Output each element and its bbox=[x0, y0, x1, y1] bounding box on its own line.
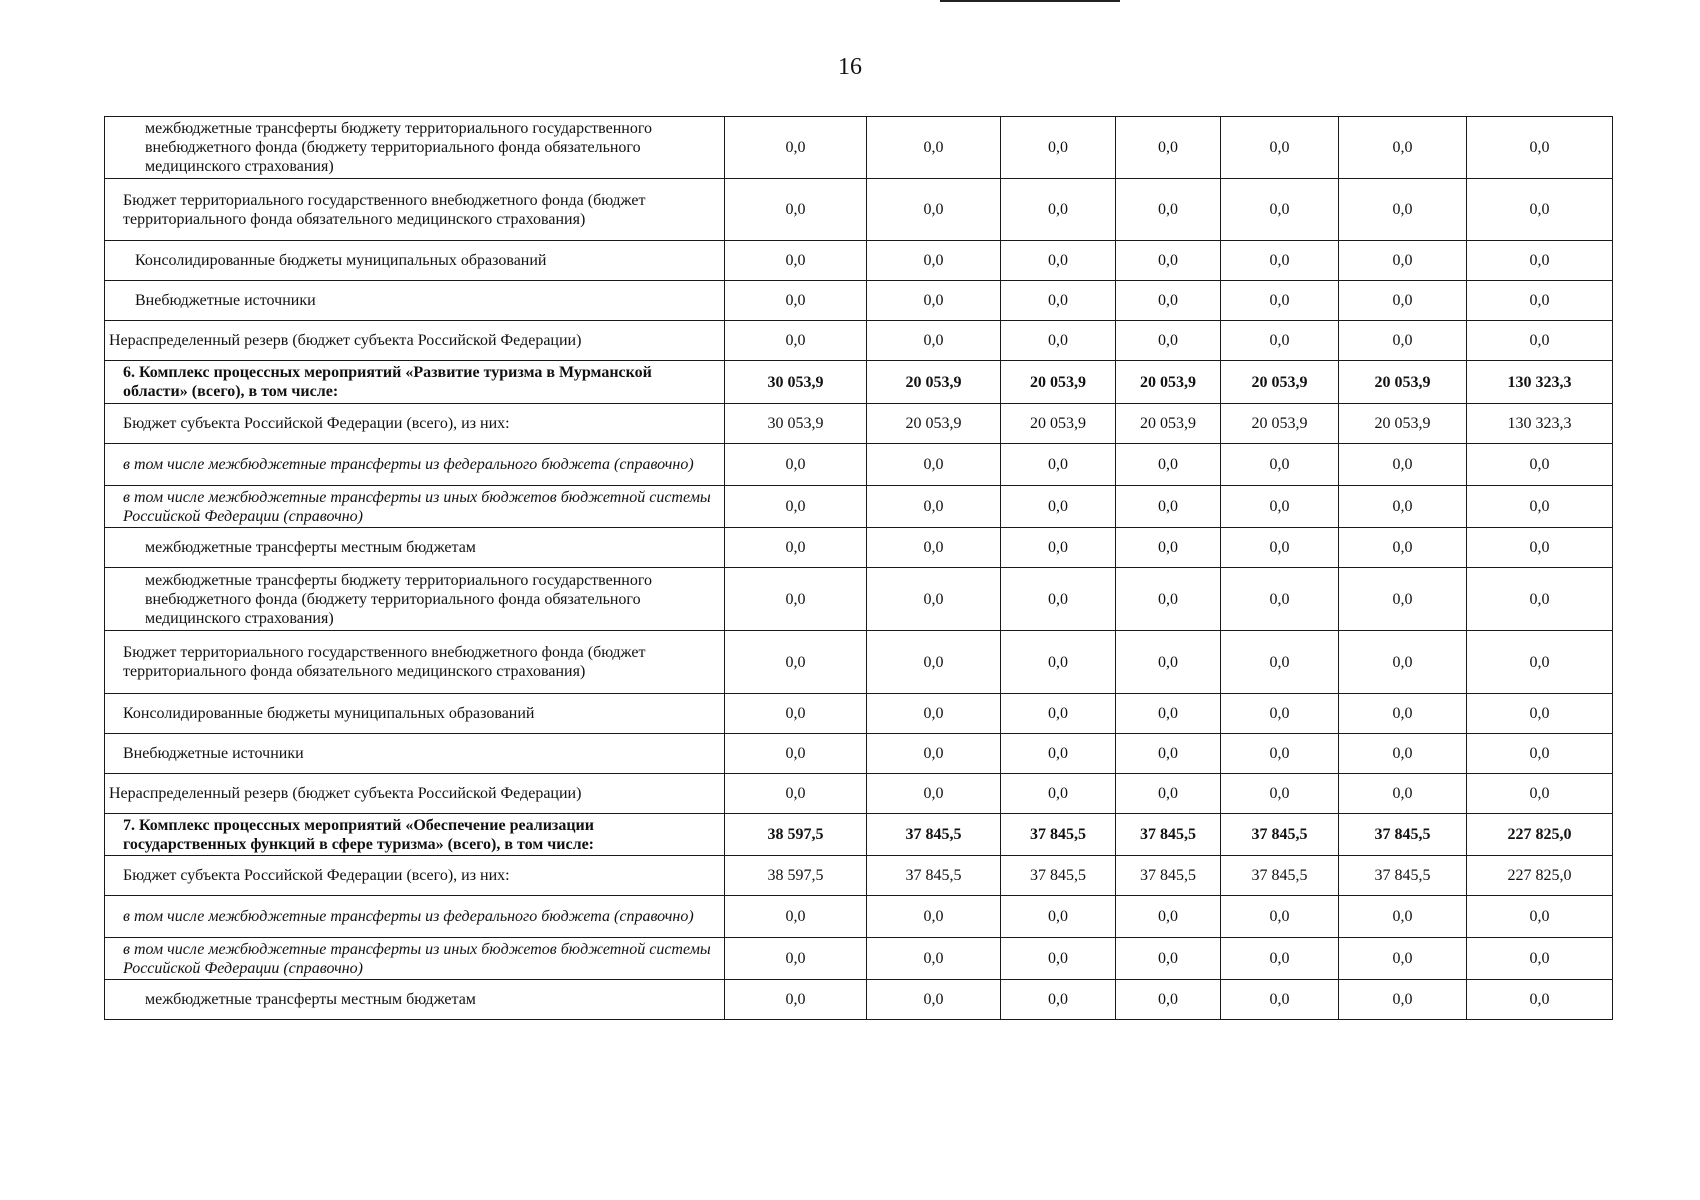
value-cell: 0,0 bbox=[725, 938, 867, 980]
value-cell: 37 845,5 bbox=[1221, 856, 1339, 896]
value-cell: 37 845,5 bbox=[1339, 856, 1467, 896]
value-cell: 0,0 bbox=[1339, 980, 1467, 1020]
value-cell: 0,0 bbox=[1221, 179, 1339, 241]
value-cell: 0,0 bbox=[1221, 734, 1339, 774]
value-cell: 0,0 bbox=[1339, 774, 1467, 814]
value-cell: 0,0 bbox=[867, 281, 1001, 321]
value-cell: 0,0 bbox=[867, 980, 1001, 1020]
value-cell: 0,0 bbox=[725, 774, 867, 814]
value-cell: 0,0 bbox=[1339, 321, 1467, 361]
value-cell: 0,0 bbox=[1221, 980, 1339, 1020]
value-cell: 0,0 bbox=[1467, 896, 1613, 938]
value-cell: 0,0 bbox=[1116, 980, 1221, 1020]
row-label: Консолидированные бюджеты муниципальных образований bbox=[105, 694, 725, 734]
row-label: межбюджетные трансферты бюджету территориального государственного внебюджетного фонда (бюджету территориального фонда обязательного медицинского страхования) bbox=[105, 117, 725, 179]
value-cell: 0,0 bbox=[1467, 938, 1613, 980]
value-cell: 0,0 bbox=[725, 486, 867, 528]
value-cell: 20 053,9 bbox=[867, 361, 1001, 404]
value-cell: 0,0 bbox=[1339, 179, 1467, 241]
value-cell: 0,0 bbox=[1116, 896, 1221, 938]
value-cell: 0,0 bbox=[1467, 734, 1613, 774]
value-cell: 37 845,5 bbox=[1339, 814, 1467, 856]
value-cell: 0,0 bbox=[867, 938, 1001, 980]
row-label: межбюджетные трансферты местным бюджетам bbox=[105, 980, 725, 1020]
value-cell: 0,0 bbox=[725, 694, 867, 734]
value-cell: 0,0 bbox=[1221, 774, 1339, 814]
budget-table bbox=[104, 116, 1613, 1020]
value-cell: 0,0 bbox=[1339, 896, 1467, 938]
value-cell: 0,0 bbox=[725, 896, 867, 938]
value-cell: 0,0 bbox=[1221, 321, 1339, 361]
table-row bbox=[105, 814, 1613, 856]
table-row bbox=[105, 694, 1613, 734]
value-cell: 0,0 bbox=[1116, 486, 1221, 528]
table-row bbox=[105, 241, 1613, 281]
value-cell: 0,0 bbox=[1001, 631, 1116, 694]
value-cell: 0,0 bbox=[1221, 938, 1339, 980]
value-cell: 37 845,5 bbox=[1116, 814, 1221, 856]
value-cell: 0,0 bbox=[1001, 694, 1116, 734]
value-cell: 20 053,9 bbox=[1221, 404, 1339, 444]
value-cell: 0,0 bbox=[867, 896, 1001, 938]
value-cell: 0,0 bbox=[1339, 568, 1467, 631]
row-label: Бюджет территориального государственного внебюджетного фонда (бюджет территориального фонда обязательного медицинского страхования) bbox=[105, 179, 725, 241]
value-cell: 0,0 bbox=[725, 568, 867, 631]
row-label: Внебюджетные источники bbox=[105, 734, 725, 774]
table-row bbox=[105, 774, 1613, 814]
table-row bbox=[105, 486, 1613, 528]
value-cell: 0,0 bbox=[1116, 774, 1221, 814]
value-cell: 0,0 bbox=[1467, 568, 1613, 631]
value-cell: 0,0 bbox=[1467, 774, 1613, 814]
value-cell: 0,0 bbox=[867, 568, 1001, 631]
row-label: 6. Комплекс процессных мероприятий «Развитие туризма в Мурманской области» (всего), в том числе: bbox=[105, 361, 725, 404]
table-row bbox=[105, 528, 1613, 568]
value-cell: 37 845,5 bbox=[867, 856, 1001, 896]
value-cell: 0,0 bbox=[867, 241, 1001, 281]
row-label: Бюджет субъекта Российской Федерации (всего), из них: bbox=[105, 856, 725, 896]
value-cell: 0,0 bbox=[725, 528, 867, 568]
top-rule bbox=[940, 0, 1120, 2]
budget-table-body bbox=[105, 117, 1613, 1020]
row-label: 7. Комплекс процессных мероприятий «Обеспечение реализации государственных функций в сфере туризма» (всего), в том числе: bbox=[105, 814, 725, 856]
value-cell: 0,0 bbox=[725, 117, 867, 179]
value-cell: 37 845,5 bbox=[867, 814, 1001, 856]
row-label: Нераспределенный резерв (бюджет субъекта Российской Федерации) bbox=[105, 321, 725, 361]
value-cell: 0,0 bbox=[725, 631, 867, 694]
value-cell: 0,0 bbox=[1467, 631, 1613, 694]
table-row bbox=[105, 734, 1613, 774]
value-cell: 37 845,5 bbox=[1221, 814, 1339, 856]
value-cell: 38 597,5 bbox=[725, 856, 867, 896]
value-cell: 0,0 bbox=[1221, 694, 1339, 734]
value-cell: 0,0 bbox=[1001, 241, 1116, 281]
table-row bbox=[105, 856, 1613, 896]
value-cell: 0,0 bbox=[1339, 486, 1467, 528]
value-cell: 0,0 bbox=[725, 980, 867, 1020]
value-cell: 0,0 bbox=[867, 444, 1001, 486]
value-cell: 0,0 bbox=[1001, 179, 1116, 241]
value-cell: 0,0 bbox=[1001, 528, 1116, 568]
value-cell: 0,0 bbox=[1116, 938, 1221, 980]
value-cell: 0,0 bbox=[1339, 281, 1467, 321]
value-cell: 0,0 bbox=[1001, 938, 1116, 980]
value-cell: 0,0 bbox=[1116, 631, 1221, 694]
row-label: Бюджет субъекта Российской Федерации (всего), из них: bbox=[105, 404, 725, 444]
value-cell: 0,0 bbox=[725, 444, 867, 486]
value-cell: 0,0 bbox=[1116, 528, 1221, 568]
row-label: Консолидированные бюджеты муниципальных образований bbox=[105, 241, 725, 281]
value-cell: 0,0 bbox=[725, 179, 867, 241]
value-cell: 0,0 bbox=[1001, 980, 1116, 1020]
value-cell: 0,0 bbox=[725, 241, 867, 281]
table-row bbox=[105, 631, 1613, 694]
value-cell: 0,0 bbox=[1339, 117, 1467, 179]
value-cell: 0,0 bbox=[1116, 568, 1221, 631]
table-row bbox=[105, 117, 1613, 179]
table-row bbox=[105, 938, 1613, 980]
value-cell: 0,0 bbox=[1467, 281, 1613, 321]
value-cell: 0,0 bbox=[1467, 321, 1613, 361]
value-cell: 0,0 bbox=[1467, 241, 1613, 281]
value-cell: 20 053,9 bbox=[1221, 361, 1339, 404]
value-cell: 0,0 bbox=[1339, 631, 1467, 694]
page-number: 16 bbox=[838, 54, 862, 80]
value-cell: 0,0 bbox=[1116, 241, 1221, 281]
value-cell: 0,0 bbox=[867, 117, 1001, 179]
value-cell: 30 053,9 bbox=[725, 404, 867, 444]
value-cell: 0,0 bbox=[1221, 568, 1339, 631]
value-cell: 38 597,5 bbox=[725, 814, 867, 856]
value-cell: 0,0 bbox=[867, 694, 1001, 734]
value-cell: 0,0 bbox=[1116, 281, 1221, 321]
value-cell: 0,0 bbox=[725, 281, 867, 321]
value-cell: 0,0 bbox=[1467, 117, 1613, 179]
value-cell: 0,0 bbox=[1221, 631, 1339, 694]
value-cell: 20 053,9 bbox=[1116, 361, 1221, 404]
value-cell: 0,0 bbox=[1116, 734, 1221, 774]
value-cell: 37 845,5 bbox=[1001, 814, 1116, 856]
value-cell: 0,0 bbox=[1116, 694, 1221, 734]
value-cell: 0,0 bbox=[1467, 179, 1613, 241]
value-cell: 0,0 bbox=[1467, 694, 1613, 734]
row-label: межбюджетные трансферты бюджету территориального государственного внебюджетного фонда (бюджету территориального фонда обязательного медицинского страхования) bbox=[105, 568, 725, 631]
value-cell: 0,0 bbox=[1339, 694, 1467, 734]
value-cell: 0,0 bbox=[1001, 734, 1116, 774]
value-cell: 0,0 bbox=[867, 486, 1001, 528]
value-cell: 20 053,9 bbox=[1339, 361, 1467, 404]
value-cell: 0,0 bbox=[1001, 117, 1116, 179]
value-cell: 0,0 bbox=[1116, 321, 1221, 361]
value-cell: 0,0 bbox=[1001, 774, 1116, 814]
value-cell: 0,0 bbox=[1001, 321, 1116, 361]
value-cell: 0,0 bbox=[1339, 444, 1467, 486]
value-cell: 20 053,9 bbox=[1001, 361, 1116, 404]
value-cell: 0,0 bbox=[1339, 938, 1467, 980]
value-cell: 20 053,9 bbox=[867, 404, 1001, 444]
table-row bbox=[105, 179, 1613, 241]
row-label: межбюджетные трансферты местным бюджетам bbox=[105, 528, 725, 568]
value-cell: 0,0 bbox=[1116, 117, 1221, 179]
value-cell: 0,0 bbox=[1339, 528, 1467, 568]
value-cell: 0,0 bbox=[1467, 486, 1613, 528]
value-cell: 130 323,3 bbox=[1467, 404, 1613, 444]
value-cell: 0,0 bbox=[1221, 241, 1339, 281]
table-row bbox=[105, 896, 1613, 938]
value-cell: 0,0 bbox=[725, 734, 867, 774]
value-cell: 0,0 bbox=[1001, 896, 1116, 938]
row-label: Нераспределенный резерв (бюджет субъекта Российской Федерации) bbox=[105, 774, 725, 814]
row-label: Бюджет территориального государственного внебюджетного фонда (бюджет территориального фонда обязательного медицинского страхования) bbox=[105, 631, 725, 694]
value-cell: 0,0 bbox=[1001, 486, 1116, 528]
value-cell: 0,0 bbox=[1001, 444, 1116, 486]
value-cell: 0,0 bbox=[1116, 179, 1221, 241]
value-cell: 20 053,9 bbox=[1339, 404, 1467, 444]
table-row bbox=[105, 361, 1613, 404]
row-label: в том числе межбюджетные трансферты из иных бюджетов бюджетной системы Российской Федерации (справочно) bbox=[105, 938, 725, 980]
value-cell: 0,0 bbox=[1467, 980, 1613, 1020]
value-cell: 0,0 bbox=[1221, 281, 1339, 321]
value-cell: 0,0 bbox=[1116, 444, 1221, 486]
row-label: в том числе межбюджетные трансферты из федерального бюджета (справочно) bbox=[105, 444, 725, 486]
value-cell: 0,0 bbox=[1221, 896, 1339, 938]
value-cell: 0,0 bbox=[1221, 117, 1339, 179]
value-cell: 0,0 bbox=[1467, 444, 1613, 486]
value-cell: 0,0 bbox=[867, 631, 1001, 694]
value-cell: 20 053,9 bbox=[1001, 404, 1116, 444]
value-cell: 0,0 bbox=[1001, 281, 1116, 321]
value-cell: 20 053,9 bbox=[1116, 404, 1221, 444]
value-cell: 37 845,5 bbox=[1001, 856, 1116, 896]
value-cell: 0,0 bbox=[725, 321, 867, 361]
value-cell: 0,0 bbox=[1221, 528, 1339, 568]
table-row bbox=[105, 568, 1613, 631]
row-label: в том числе межбюджетные трансферты из иных бюджетов бюджетной системы Российской Федерации (справочно) bbox=[105, 486, 725, 528]
row-label: Внебюджетные источники bbox=[105, 281, 725, 321]
value-cell: 0,0 bbox=[1467, 528, 1613, 568]
value-cell: 0,0 bbox=[1221, 486, 1339, 528]
value-cell: 130 323,3 bbox=[1467, 361, 1613, 404]
value-cell: 227 825,0 bbox=[1467, 856, 1613, 896]
table-row bbox=[105, 980, 1613, 1020]
table-row bbox=[105, 281, 1613, 321]
row-label: в том числе межбюджетные трансферты из федерального бюджета (справочно) bbox=[105, 896, 725, 938]
value-cell: 227 825,0 bbox=[1467, 814, 1613, 856]
value-cell: 0,0 bbox=[1221, 444, 1339, 486]
table-row bbox=[105, 404, 1613, 444]
value-cell: 0,0 bbox=[867, 179, 1001, 241]
value-cell: 0,0 bbox=[867, 774, 1001, 814]
table-row bbox=[105, 444, 1613, 486]
value-cell: 0,0 bbox=[867, 321, 1001, 361]
value-cell: 0,0 bbox=[1339, 241, 1467, 281]
value-cell: 37 845,5 bbox=[1116, 856, 1221, 896]
table-row bbox=[105, 321, 1613, 361]
value-cell: 0,0 bbox=[867, 734, 1001, 774]
value-cell: 30 053,9 bbox=[725, 361, 867, 404]
value-cell: 0,0 bbox=[867, 528, 1001, 568]
value-cell: 0,0 bbox=[1001, 568, 1116, 631]
value-cell: 0,0 bbox=[1339, 734, 1467, 774]
